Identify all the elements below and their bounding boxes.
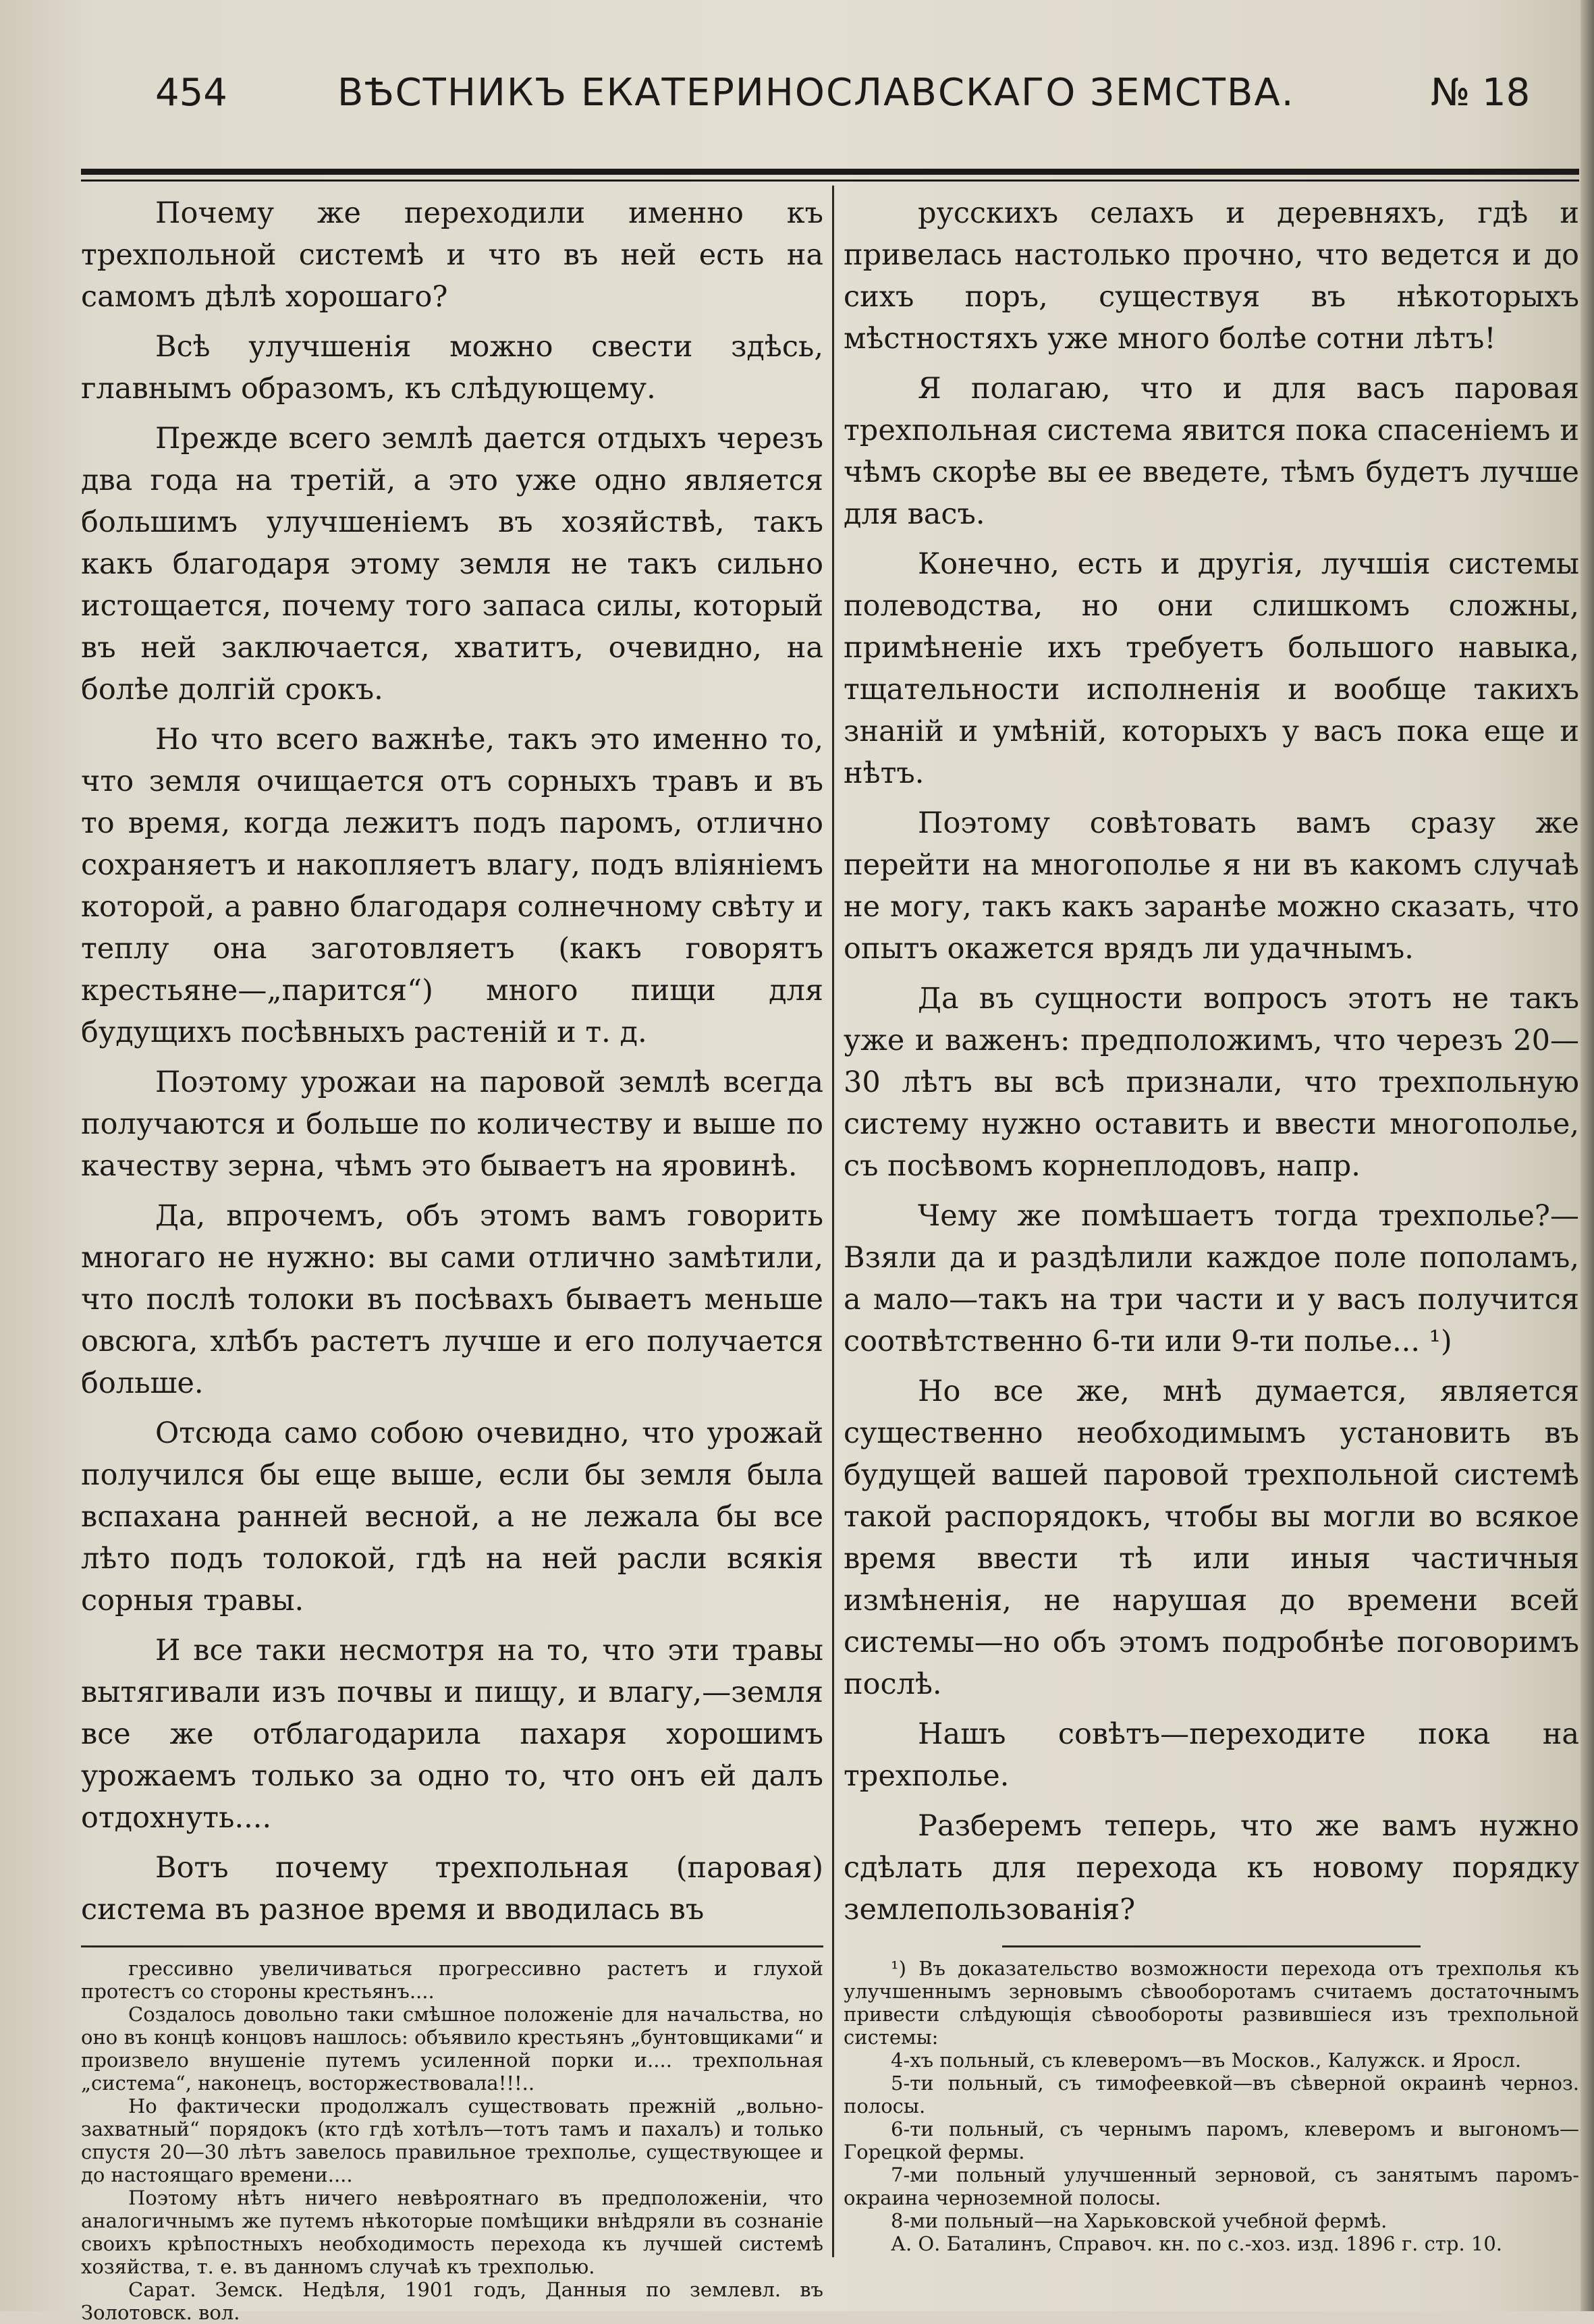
paragraph: Но что всего важнѣе, такъ это именно то, что земля очищается отъ сорныхъ травъ и въ то время, когда лежитъ подъ паромъ, отлично сохраняетъ и накопляетъ влагу, подъ вліяніемъ которой, а равно благодаря солнечному свѣту и теплу она заготовляетъ (какъ говорятъ крестьяне—„парится“) много пищи для будущихъ посѣвныхъ растеній и т. д.: [81, 723, 823, 1049]
running-header: [81, 71, 1554, 132]
paragraph: Я полагаю, что и для васъ паровая трехпольная система явится пока спасеніемъ и чѣмъ скорѣе вы ее введете, тѣмъ будетъ лучше для васъ.: [844, 372, 1579, 531]
paragraph: Всѣ улучшенія можно свести здѣсь, главнымъ образомъ, къ слѣдующему.: [81, 330, 823, 406]
footnote-rule: [1002, 1945, 1421, 1947]
paragraph: Отсюда само собою очевидно, что урожай получился бы еще выше, если бы земля была вспахана ранней весной, а не лежала бы все лѣто подъ толокой, гдѣ на ней расли всякія сорныя травы.: [81, 1416, 823, 1617]
footnote: Поэтому нѣтъ ничего невѣроятнаго въ предположеніи, что аналогичнымъ же путемъ нѣкоторые помѣщики внѣдряли въ сознаніе своихъ крѣпостныхъ необходимость перехода къ лучшей системѣ хозяйства, т. е. въ данномъ случаѣ къ трехполью.: [81, 2186, 823, 2278]
paragraph: Но все же, мнѣ думается, является существенно необходимымъ установить въ будущей вашей паровой трехпольной системѣ такой распорядокъ, чтобы вы могли во всякое время ввести тѣ или иныя частичныя измѣненія, не нарушая до времени всей системы—но объ этомъ подробнѣе поговоримъ послѣ.: [844, 1375, 1579, 1701]
footnote: Сарат. Земск. Недѣля, 1901 годъ, Данныя по землевл. въ Золотовск. вол.: [81, 2278, 823, 2324]
left-footnotes: [81, 1957, 823, 2324]
footnote: ¹) Въ доказательство возможности перехода отъ трехполья къ улучшеннымъ зерновымъ сѣвооборотамъ считаемъ достаточнымъ привести слѣдующія сѣвообороты развившіеся изъ трехпольной системы:: [844, 1957, 1579, 2049]
paragraph: Поэтому совѣтовать вамъ сразу же перейти на многополье я ни въ какомъ случаѣ не могу, такъ какъ заранѣе можно сказать, что опытъ окажется врядъ ли удачнымъ.: [844, 806, 1579, 966]
left-column: [81, 192, 823, 2324]
footnote: 8-ми польный—на Харьковской учебной фермѣ.: [891, 2209, 1387, 2232]
paragraph: русскихъ селахъ и деревняхъ, гдѣ и привелась настолько прочно, что ведется и до сихъ поръ, существуя въ нѣкоторыхъ мѣстностяхъ уже много болѣе сотни лѣтъ!: [844, 196, 1579, 356]
journal-title: ВѢСТНИКЪ ЕКАТЕРИНОСЛАВСКАГО ЗЕМСТВА.: [337, 71, 1295, 115]
right-column: [844, 192, 1579, 2255]
footnote: 6-ти польный, съ чернымъ паромъ, клеверомъ и выгономъ—Горецкой фермы.: [844, 2118, 1579, 2163]
header-rule-thin: [81, 179, 1579, 182]
footnote: 5-ти польный, съ тимофеевкой—въ сѣверной окраинѣ черноз. полосы.: [844, 2072, 1579, 2118]
paragraph: Вотъ почему трехпольная (паровая) система въ разное время и вводилась въ: [81, 1851, 823, 1927]
footnote: Создалось довольно таки смѣшное положеніе для начальства, но оно въ концѣ концовъ нашлось: объявило крестьянъ „бунтовщиками“ и произвело внушеніе путемъ усиленной порки и.... трехпольная „система“, наконецъ, восторжествовала!!!..: [81, 2003, 823, 2095]
paragraph: Конечно, есть и другія, лучшія системы полеводства, но они слишкомъ сложны, примѣненіе ихъ требуетъ большого навыка, тщательности исполненія и вообще такихъ знаній и умѣній, которыхъ у васъ пока еще и нѣтъ.: [844, 547, 1579, 790]
paragraph: Чему же помѣшаетъ тогда трехполье?—Взяли да и раздѣлили каждое поле пополамъ, а мало—такъ на три части и у васъ получится соотвѣтственно 6-ти или 9-ти полье... ¹): [844, 1199, 1579, 1358]
column-divider: [832, 186, 834, 2257]
paragraph: Прежде всего землѣ дается отдыхъ черезъ два года на третій, а это уже одно является большимъ улучшеніемъ въ хозяйствѣ, такъ какъ благодаря этому земля не такъ сильно истощается, почему того запаса силы, который въ ней заключается, хватитъ, очевидно, на болѣе долгій срокъ.: [81, 422, 823, 707]
page-edge-shadow: [1581, 0, 1594, 2311]
paragraph: Да, впрочемъ, объ этомъ вамъ говорить многаго не нужно: вы сами отлично замѣтили, что послѣ толоки въ посѣвахъ бываетъ меньше овсюга, хлѣбъ растетъ лучше и его получается больше.: [81, 1199, 823, 1400]
right-footnotes: [844, 1957, 1579, 2255]
footnote: Но фактически продолжалъ существовать прежній „вольно-захватный“ порядокъ (кто гдѣ хотѣлъ—тотъ тамъ и пахалъ) и только спустя 20—30 лѣтъ завелось правильное трехполье, существующее и до настоящаго времени....: [81, 2095, 823, 2186]
header-rule-thick: [81, 169, 1579, 175]
paragraph: Поэтому урожаи на паровой землѣ всегда получаются и больше по количеству и выше по качеству зерна, чѣмъ это бываетъ на яровинѣ.: [81, 1066, 823, 1183]
issue-number: № 18: [1431, 71, 1531, 115]
page-number: 454: [155, 71, 227, 115]
paragraph: Почему же переходили именно къ трехпольной системѣ и что въ ней есть на самомъ дѣлѣ хорошаго?: [81, 196, 823, 314]
paragraph: И все таки несмотря на то, что эти травы вытягивали изъ почвы и пищу, и влагу,—земля все же отблагодарила пахаря хорошимъ урожаемъ только за одно то, что онъ ей далъ отдохнуть....: [81, 1634, 823, 1835]
footnote-rule: [81, 1945, 823, 1947]
footnote: А. О. Баталинъ, Справоч. кн. по с.-хоз. изд. 1896 г. стр. 10.: [891, 2232, 1502, 2255]
paragraph: Нашъ совѣтъ—переходите пока на трехполье.: [844, 1717, 1579, 1793]
footnote: грессивно увеличиваться прогрессивно растетъ и глухой протестъ со стороны крестьянъ....: [81, 1957, 823, 2003]
footnote: 4-хъ польный, съ клеверомъ—въ Москов., Калужск. и Яросл.: [891, 2049, 1522, 2072]
paragraph: Разберемъ теперь, что же вамъ нужно сдѣлать для перехода къ новому порядку землепользованія?: [844, 1809, 1579, 1927]
paragraph: Да въ сущности вопросъ этотъ не такъ уже и важенъ: предположимъ, что черезъ 20—30 лѣтъ вы всѣ признали, что трехпольную систему нужно оставить и ввести многополье, съ посѣвомъ корнеплодовъ, напр.: [844, 982, 1579, 1183]
footnote: 7-ми польный улучшенный зерновой, съ занятымъ паромъ-окраина черноземной полосы.: [844, 2163, 1579, 2209]
